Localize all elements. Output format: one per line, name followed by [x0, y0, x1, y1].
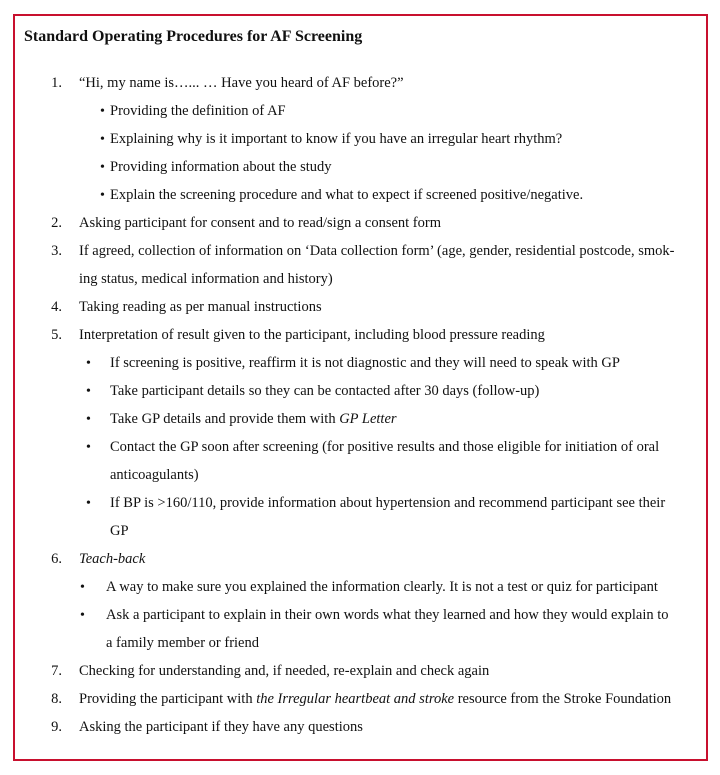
bullet-glyph: • [86, 356, 91, 371]
item-text-part: Providing the participant with [79, 691, 257, 707]
sub-item-continued: anticoagulants) [110, 467, 199, 483]
sub-item: If BP is >160/110, provide information about hypertension and recommend participant see their [110, 495, 666, 511]
bullet-glyph: • [100, 160, 105, 175]
bullet-glyph: • [80, 580, 85, 595]
bullet-glyph: • [86, 384, 91, 399]
teach-back-label: Teach-back [79, 551, 146, 567]
resource-title: the Irregular heartbeat and stroke [256, 691, 455, 707]
sub-item: Ask a participant to explain in their own words what they learned and how they would explain to [106, 607, 669, 623]
document-title: Standard Operating Procedures for AF Screening [24, 28, 363, 45]
item-number: 4. [51, 299, 62, 315]
sub-item: Providing information about the study [110, 159, 332, 175]
bullet-glyph: • [100, 132, 105, 147]
sub-item-continued: a family member or friend [106, 635, 259, 651]
bullet-glyph: • [86, 412, 91, 427]
item-number: 8. [51, 691, 62, 707]
item-number: 2. [51, 215, 62, 231]
item-text: If agreed, collection of information on ‘Data collection form’ (age, gender, residential postcode, smok- [79, 243, 675, 259]
item-number: 6. [51, 551, 62, 567]
item-number: 3. [51, 243, 62, 259]
item-number: 7. [51, 663, 62, 679]
item-number: 5. [51, 327, 62, 343]
item-text-part: resource from the Stroke Foundation [454, 691, 672, 707]
sub-item: A way to make sure you explained the information clearly. It is not a test or quiz for participant [106, 579, 658, 595]
sub-item: Explain the screening procedure and what to expect if screened positive/negative. [110, 187, 584, 203]
item-text-continued: ing status, medical information and history) [79, 271, 333, 287]
item-text: “Hi, my name is…... … Have you heard of AF before?” [79, 75, 404, 91]
item-number: 9. [51, 719, 62, 735]
sub-item [110, 411, 397, 428]
sub-item-continued: GP [110, 523, 129, 539]
sub-item: Providing the definition of AF [110, 103, 286, 119]
item-text: Interpretation of result given to the participant, including blood pressure reading [79, 327, 545, 343]
item-number: 1. [51, 75, 62, 91]
bullet-glyph: • [80, 608, 85, 623]
sub-item-text: Take GP details and provide them with [110, 411, 340, 427]
item-text: Taking reading as per manual instructions [79, 299, 322, 315]
bullet-glyph: • [100, 188, 105, 203]
item-text: Asking participant for consent and to read/sign a consent form [79, 215, 441, 231]
item-text: Checking for understanding and, if needed, re-explain and check again [79, 663, 490, 679]
sub-item-emphasis: GP Letter [339, 411, 397, 427]
item-text [79, 691, 671, 708]
item-text: Asking the participant if they have any questions [79, 719, 363, 735]
sub-item: Contact the GP soon after screening (for positive results and those eligible for initiation of oral [110, 439, 660, 455]
bullet-glyph: • [86, 496, 91, 511]
bullet-glyph: • [100, 104, 105, 119]
bullet-glyph: • [86, 440, 91, 455]
item-text [79, 551, 145, 568]
sub-item: Take participant details so they can be contacted after 30 days (follow-up) [110, 383, 540, 399]
sub-item: Explaining why is it important to know if you have an irregular heart rhythm? [110, 131, 563, 147]
sub-item: If screening is positive, reaffirm it is not diagnostic and they will need to speak with GP [110, 355, 620, 371]
